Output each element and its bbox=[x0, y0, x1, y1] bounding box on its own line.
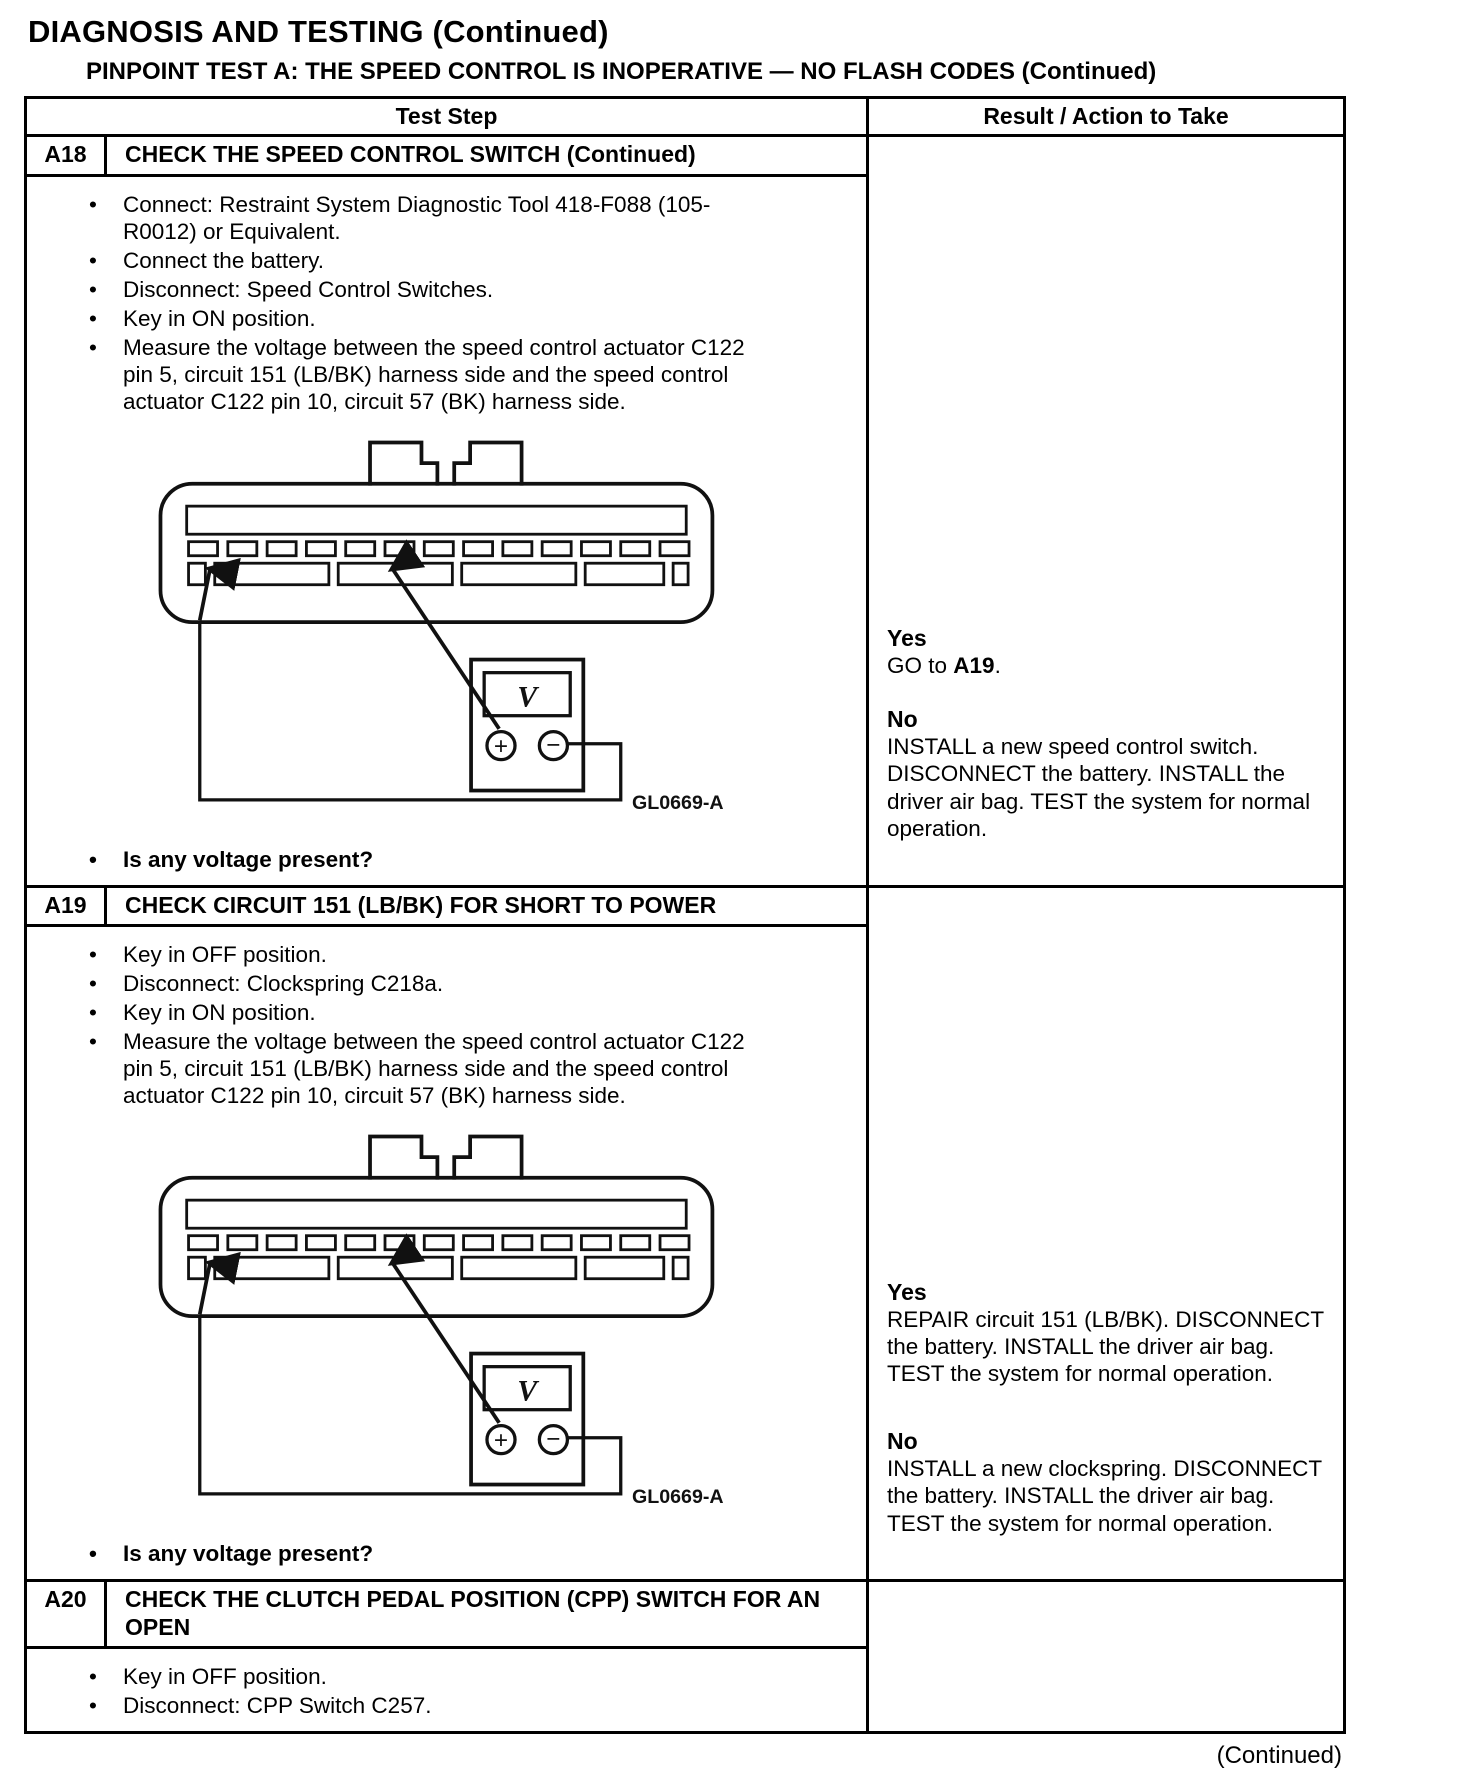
bullet-icon: • bbox=[89, 942, 97, 968]
test-title: CHECK THE SPEED CONTROL SWITCH (Continued) bbox=[125, 141, 696, 167]
step-text: Disconnect: Speed Control Switches. bbox=[123, 276, 494, 302]
question-item bbox=[87, 846, 848, 873]
step-text: Connect: Restraint System Diagnostic Tool 418-F088 (105-R0012) or Equivalent. bbox=[123, 191, 711, 244]
connector-body bbox=[160, 1178, 712, 1316]
column-header-test-step: Test Step bbox=[27, 99, 869, 134]
action-no: INSTALL a new clockspring. DISCONNECT the battery. INSTALL the driver air bag. TEST the system for normal operation. bbox=[887, 1455, 1322, 1536]
figure-label: GL0669-A bbox=[631, 791, 724, 814]
verdict-yes: Yes bbox=[887, 625, 927, 652]
question-text: Is any voltage present? bbox=[123, 1541, 374, 1567]
connector-tab-left bbox=[370, 1137, 437, 1180]
test-id: A19 bbox=[27, 888, 107, 925]
connector-pin-row bbox=[189, 1236, 689, 1250]
step-text: Disconnect: CPP Switch C257. bbox=[123, 1693, 432, 1719]
test-lead-wire bbox=[200, 622, 621, 800]
question-item bbox=[87, 1540, 848, 1567]
table-header-row bbox=[27, 99, 1343, 134]
step-item bbox=[87, 247, 848, 274]
action-no: INSTALL a new speed control switch. DISCONNECT the battery. INSTALL the driver air bag. TEST the system for normal operation. bbox=[887, 733, 1311, 842]
step-item bbox=[87, 334, 848, 415]
bullet-icon: • bbox=[89, 846, 97, 872]
result-cell-a20 bbox=[869, 1582, 1343, 1731]
test-steps-a20 bbox=[27, 1649, 866, 1731]
voltmeter-body bbox=[471, 659, 583, 790]
step-text: Key in ON position. bbox=[123, 305, 316, 331]
test-title: CHECK CIRCUIT 151 (LB/BK) FOR SHORT TO POWER bbox=[125, 891, 717, 918]
result-cell-a18 bbox=[869, 137, 1343, 885]
bullet-icon: • bbox=[89, 247, 97, 273]
connector-pin-row bbox=[189, 541, 689, 555]
minus-sign: − bbox=[546, 1426, 561, 1454]
step-item bbox=[87, 1663, 848, 1690]
test-steps-a18 bbox=[27, 177, 866, 885]
bullet-icon: • bbox=[89, 1541, 97, 1567]
step-text: Measure the voltage between the speed control actuator C122 pin 5, circuit 151 (LB/BK) harness side and the speed control actuator C122 pin 10, circuit 57 (BK) harness side. bbox=[123, 334, 745, 414]
step-text: Key in OFF position. bbox=[123, 1664, 327, 1690]
voltmeter-letter: V bbox=[517, 1374, 538, 1408]
test-id: A20 bbox=[27, 1582, 107, 1646]
bullet-icon: • bbox=[89, 1664, 97, 1690]
column-header-result: Result / Action to Take bbox=[983, 103, 1229, 129]
connector-top-strip bbox=[187, 506, 687, 534]
step-item bbox=[87, 276, 848, 303]
plus-sign: + bbox=[493, 1427, 509, 1455]
step-text: Key in OFF position. bbox=[123, 942, 327, 968]
bullet-icon: • bbox=[89, 305, 97, 331]
connector-voltmeter-diagram bbox=[153, 435, 848, 834]
step-item bbox=[87, 999, 848, 1026]
step-item bbox=[87, 305, 848, 332]
test-header-a20 bbox=[27, 1582, 866, 1649]
page-title: DIAGNOSIS AND TESTING (Continued) bbox=[28, 14, 609, 49]
connector-tab-left bbox=[370, 442, 437, 485]
goto-target: A19 bbox=[953, 653, 995, 679]
bullet-icon: • bbox=[89, 1000, 97, 1026]
test-header-a19 bbox=[27, 888, 866, 928]
step-text: Key in ON position. bbox=[123, 1000, 316, 1026]
test-header-a18 bbox=[27, 137, 866, 177]
figure-label: GL0669-A bbox=[631, 1486, 724, 1509]
bullet-icon: • bbox=[89, 276, 97, 302]
connector-top-strip bbox=[187, 1200, 687, 1228]
action-yes: GO to A19. bbox=[887, 653, 1001, 679]
connector-voltmeter-diagram bbox=[153, 1129, 848, 1528]
connector-tab-right bbox=[454, 1137, 521, 1180]
bullet-icon: • bbox=[89, 971, 97, 997]
test-lead-wire bbox=[200, 1316, 621, 1494]
minus-sign: − bbox=[546, 731, 561, 759]
action-yes: REPAIR circuit 151 (LB/BK). DISCONNECT the battery. INSTALL the driver air bag. TEST the system for normal operation. bbox=[887, 1306, 1324, 1387]
voltmeter-body bbox=[471, 1354, 583, 1485]
connector-slot-row bbox=[189, 563, 689, 585]
bullet-icon: • bbox=[89, 191, 97, 217]
step-item bbox=[87, 970, 848, 997]
step-text: Connect the battery. bbox=[123, 247, 324, 273]
plus-sign: + bbox=[493, 732, 509, 760]
bullet-icon: • bbox=[89, 1029, 97, 1055]
connector-body bbox=[160, 483, 712, 621]
test-row-a18 bbox=[27, 134, 1343, 885]
question-text: Is any voltage present? bbox=[123, 846, 374, 872]
step-item bbox=[87, 1692, 848, 1719]
bullet-icon: • bbox=[89, 334, 97, 360]
connector-tab-right bbox=[454, 442, 521, 485]
test-row-a19 bbox=[27, 885, 1343, 1580]
step-text: Disconnect: Clockspring C218a. bbox=[123, 971, 444, 997]
step-text: Measure the voltage between the speed control actuator C122 pin 5, circuit 151 (LB/BK) harness side and the speed control actuator C122 pin 10, circuit 57 (BK) harness side. bbox=[123, 1029, 745, 1109]
test-id: A18 bbox=[27, 137, 107, 174]
result-cell-a19 bbox=[869, 888, 1343, 1580]
pinpoint-test-title: PINPOINT TEST A: THE SPEED CONTROL IS INOPERATIVE — NO FLASH CODES (Continued) bbox=[86, 58, 1157, 85]
voltmeter-letter: V bbox=[517, 679, 538, 713]
connector-slot-row bbox=[189, 1257, 689, 1279]
continued-footer: (Continued) bbox=[1216, 1742, 1342, 1770]
verdict-yes: Yes bbox=[887, 1278, 927, 1305]
bullet-icon: • bbox=[89, 1693, 97, 1719]
verdict-no: No bbox=[887, 1427, 918, 1454]
test-title: CHECK THE CLUTCH PEDAL POSITION (CPP) SWITCH FOR AN OPEN bbox=[125, 1586, 821, 1640]
step-item bbox=[87, 1028, 848, 1109]
verdict-no: No bbox=[887, 705, 918, 732]
step-item bbox=[87, 941, 848, 968]
test-steps-a19 bbox=[27, 927, 866, 1579]
step-item bbox=[87, 191, 848, 245]
pinpoint-test-table bbox=[24, 96, 1346, 1734]
test-row-a20 bbox=[27, 1579, 1343, 1731]
